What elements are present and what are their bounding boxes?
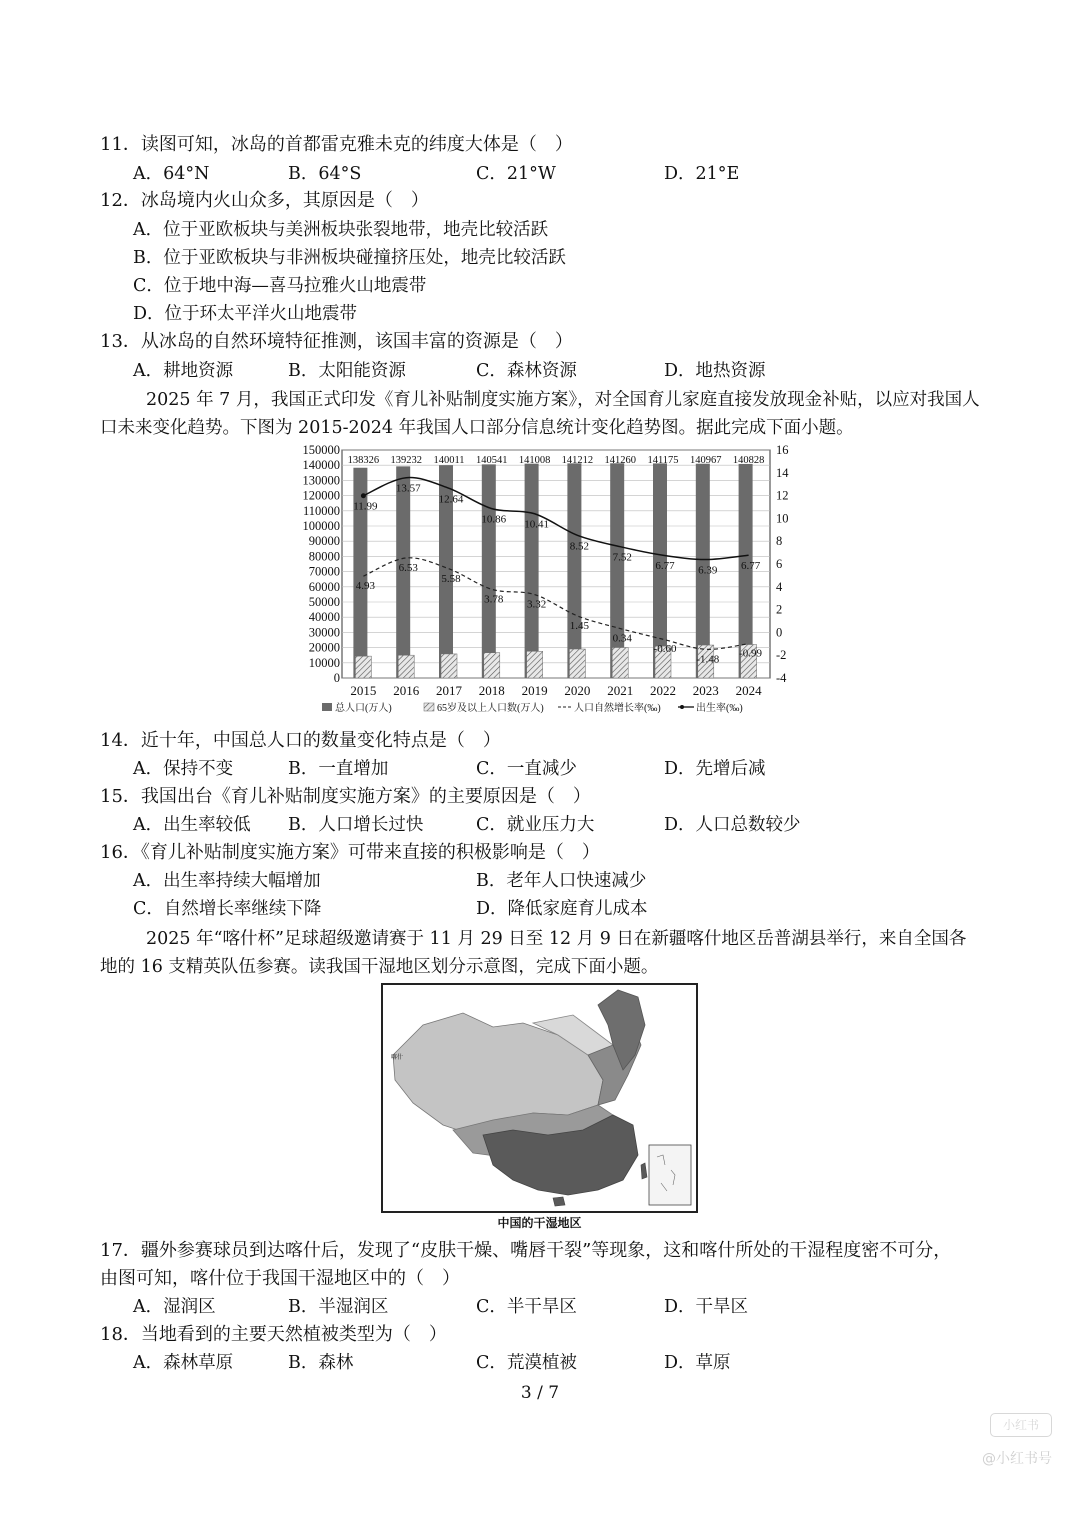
chart-line-birth-rate	[363, 478, 748, 560]
chart-right-tick-label: -2	[776, 648, 787, 663]
chart-birth-rate-label: 7.52	[612, 551, 632, 564]
q16-option-c: C．自然增长率继续下降	[133, 899, 322, 919]
passage-1	[100, 386, 982, 442]
q12-option-a: A．位于亚欧板块与美洲板块张裂地带，地壳比较活跃	[133, 220, 549, 240]
q16-option-a: A．出生率持续大幅增加	[133, 871, 321, 891]
map-label-kashi: 喀什	[391, 1054, 404, 1061]
q13-stem: 13．从冰岛的自然环境特征推测，该国丰富的资源是（ ）	[100, 331, 573, 352]
chart-left-tick-label: 90000	[308, 534, 340, 549]
chart-birth-rate-label: 10.41	[524, 518, 549, 531]
q11-option-c: C．21°W	[476, 164, 556, 184]
chart-legend-swatch-total	[322, 703, 332, 711]
population-chart	[300, 443, 789, 723]
q13-option-c: C．森林资源	[476, 361, 577, 381]
q17-stem-line2: 由图可知，喀什位于我国干湿地区中的（ ）	[100, 1268, 460, 1289]
q11-option-a: A．64°N	[133, 164, 210, 184]
watermark-logo: 小红书	[990, 1413, 1052, 1437]
chart-bar-elderly-population	[398, 655, 414, 678]
china-map-svg	[383, 985, 696, 1211]
q18-option-b: B．森林	[288, 1353, 354, 1373]
china-dry-wet-map	[381, 983, 698, 1213]
chart-birth-rate-label: 6.39	[698, 564, 718, 577]
chart-x-tick-label: 2017	[436, 683, 462, 698]
chart-x-tick-label: 2022	[650, 683, 676, 698]
chart-left-tick-label: 70000	[308, 564, 340, 579]
q17-option-d: D．干旱区	[664, 1297, 749, 1317]
chart-growth-rate-label: 6.53	[398, 561, 418, 574]
q14-option-d: D．先增后减	[664, 759, 766, 779]
q18-option-d: D．草原	[664, 1353, 731, 1373]
chart-x-tick-label: 2016	[393, 683, 420, 698]
chart-bar-total-population	[525, 464, 539, 678]
chart-bar-elderly-population	[484, 653, 500, 678]
chart-birth-rate-label: 8.52	[569, 540, 590, 553]
chart-left-tick-label: 80000	[308, 549, 340, 564]
chart-x-tick-label: 2023	[692, 683, 719, 698]
chart-legend-elderly: 65岁及以上人口数(万人)	[437, 703, 544, 714]
q12-stem: 12．冰岛境内火山众多，其原因是（ ）	[100, 190, 429, 211]
q12-option-b: B．位于亚欧板块与非洲板块碰撞挤压处，地壳比较活跃	[133, 248, 566, 268]
chart-legend-growth: 人口自然增长率(‰)	[574, 703, 661, 714]
chart-total-population-label: 141212	[561, 455, 594, 466]
chart-growth-rate-label: 3.78	[484, 593, 504, 606]
chart-left-tick-label: 140000	[302, 458, 340, 473]
chart-total-population-label: 140011	[433, 455, 465, 466]
chart-growth-rate-label: -0.60	[653, 643, 677, 656]
q17-option-b: B．半湿润区	[288, 1297, 389, 1317]
chart-growth-rate-label: 1.45	[569, 619, 590, 632]
map-taiwan	[641, 1163, 647, 1179]
chart-x-tick-label: 2020	[564, 683, 591, 698]
chart-birth-rate-label: 11.99	[353, 500, 378, 513]
chart-bar-elderly-population	[355, 656, 371, 678]
chart-growth-rate-label: 4.93	[355, 580, 376, 593]
chart-bar-total-population	[567, 463, 581, 678]
q13-option-b: B．太阳能资源	[288, 361, 406, 381]
watermark-text: @小红书号	[982, 1451, 1052, 1467]
chart-bar-total-population	[353, 468, 367, 678]
chart-bar-total-population	[610, 463, 624, 678]
passage-2	[100, 925, 982, 981]
chart-right-tick-label: 4	[776, 579, 783, 594]
chart-total-population-label: 140828	[732, 455, 765, 466]
q14-stem: 14．近十年，中国总人口的数量变化特点是（ ）	[100, 730, 501, 751]
q16-stem: 16．《育儿补贴制度实施方案》可带来直接的积极影响是（ ）	[100, 842, 600, 863]
chart-left-tick-label: 110000	[302, 503, 340, 518]
chart-left-tick-label: 150000	[302, 443, 340, 457]
q11-option-d: D．21°E	[664, 164, 740, 184]
q15-option-b: B．人口增长过快	[288, 815, 424, 835]
q12-option-d: D．位于环太平洋火山地震带	[133, 304, 358, 324]
q15-option-c: C．就业压力大	[476, 815, 595, 835]
chart-x-tick-label: 2015	[350, 683, 377, 698]
q15-option-a: A．出生率较低	[133, 815, 251, 835]
passage-2-text: 2025 年“喀什杯”足球超级邀请赛于 11 月 29 日至 12 月 9 日在新疆喀什地区岳普湖县举行，来自全国各地的 16 支精英队伍参赛。读我国干湿地区划分示意图，完成下面小题。	[100, 929, 967, 977]
chart-legend-birth-marker	[680, 705, 684, 709]
population-chart-svg	[300, 443, 789, 723]
chart-legend-swatch-elderly	[424, 703, 434, 711]
q16-option-b: B．老年人口快速减少	[476, 871, 647, 891]
chart-right-tick-label: 16	[776, 443, 789, 457]
chart-bar-total-population	[482, 464, 496, 678]
chart-right-tick-label: 14	[776, 465, 789, 480]
chart-total-population-label: 141260	[604, 455, 636, 466]
chart-legend-total: 总人口(万人)	[335, 703, 392, 714]
chart-total-population-label: 141008	[518, 455, 551, 466]
q13-option-d: D．地热资源	[664, 361, 766, 381]
chart-left-tick-label: 60000	[308, 579, 340, 594]
chart-bar-elderly-population	[569, 649, 585, 678]
page-number: 3 / 7	[520, 1383, 560, 1403]
chart-left-tick-label: 10000	[308, 655, 340, 670]
q14-option-b: B．一直增加	[288, 759, 389, 779]
q13-option-a: A．耕地资源	[133, 361, 234, 381]
chart-bar-elderly-population	[612, 648, 628, 678]
q11-option-b: B．64°S	[288, 164, 362, 184]
chart-left-tick-label: 50000	[308, 595, 340, 609]
chart-birth-rate-marker	[361, 493, 366, 498]
chart-growth-rate-label: -1.48	[696, 653, 720, 666]
map-inset-south-china-sea	[649, 1145, 691, 1205]
chart-growth-rate-label: -0.99	[739, 647, 763, 660]
q14-option-c: C．一直减少	[476, 759, 577, 779]
chart-right-tick-label: 10	[776, 511, 789, 526]
passage-1-text: 2025 年 7 月，我国正式印发《育儿补贴制度实施方案》，对全国育儿家庭直接发放现金补贴，以应对我国人口未来变化趋势。下图为 2015-2024 年我国人口部分信息统计变化趋势图。据此完成下面小题。	[100, 390, 980, 438]
chart-total-population-label: 139232	[390, 455, 422, 466]
chart-right-tick-label: -4	[776, 671, 787, 685]
chart-growth-rate-label: 5.58	[441, 572, 461, 585]
chart-left-tick-label: 0	[333, 671, 340, 685]
chart-legend-birth: 出生率(‰)	[696, 703, 743, 714]
chart-x-tick-label: 2019	[521, 683, 548, 698]
chart-right-tick-label: 2	[776, 602, 783, 617]
map-caption: 中国的干湿地区	[497, 1216, 582, 1230]
chart-left-tick-label: 30000	[308, 625, 340, 640]
chart-right-tick-label: 0	[776, 625, 783, 640]
q18-option-c: C．荒漠植被	[476, 1353, 577, 1373]
q17-stem-line1: 17．疆外参赛球员到达喀什后，发现了“皮肤干燥、嘴唇干裂”等现象，这和喀什所处的干湿程度密不可分，	[100, 1240, 952, 1261]
chart-total-population-label: 141175	[647, 455, 679, 466]
chart-left-tick-label: 130000	[302, 473, 340, 488]
chart-growth-rate-label: 3.32	[526, 598, 547, 611]
chart-bar-elderly-population	[527, 651, 543, 678]
chart-left-tick-label: 40000	[308, 610, 340, 625]
map-hainan	[553, 1197, 565, 1206]
chart-right-tick-label: 12	[776, 488, 789, 503]
chart-x-tick-label: 2024	[735, 683, 762, 698]
chart-left-tick-label: 120000	[302, 488, 340, 503]
chart-birth-rate-label: 10.86	[481, 513, 507, 526]
q18-option-a: A．森林草原	[133, 1353, 234, 1373]
chart-total-population-label: 140541	[476, 455, 508, 466]
q11-stem: 11．读图可知，冰岛的首都雷克雅未克的纬度大体是（ ）	[100, 134, 573, 155]
chart-total-population-label: 138326	[347, 455, 380, 466]
chart-total-population-label: 140967	[690, 455, 722, 466]
chart-birth-rate-label: 6.77	[655, 560, 675, 573]
chart-x-tick-label: 2018	[478, 683, 505, 698]
chart-right-tick-label: 6	[776, 557, 783, 571]
chart-bar-elderly-population	[441, 654, 457, 678]
q16-option-d: D．降低家庭育儿成本	[476, 899, 648, 919]
q17-option-c: C．半干旱区	[476, 1297, 577, 1317]
q15-stem: 15．我国出台《育儿补贴制度实施方案》的主要原因是（ ）	[100, 786, 591, 807]
chart-birth-rate-label: 13.57	[395, 482, 421, 495]
chart-x-tick-label: 2021	[607, 683, 634, 698]
chart-right-tick-label: 8	[776, 534, 783, 549]
chart-left-tick-label: 20000	[308, 640, 340, 655]
q18-stem: 18．当地看到的主要天然植被类型为（ ）	[100, 1324, 447, 1345]
chart-birth-rate-label: 6.77	[740, 560, 761, 573]
q14-option-a: A．保持不变	[133, 759, 234, 779]
chart-left-tick-label: 100000	[302, 519, 340, 533]
chart-birth-rate-label: 12.64	[438, 493, 464, 506]
q17-option-a: A．湿润区	[133, 1297, 216, 1317]
chart-growth-rate-label: 0.34	[612, 632, 632, 645]
q15-option-d: D．人口总数较少	[664, 815, 801, 835]
q12-option-c: C．位于地中海—喜马拉雅火山地震带	[133, 276, 427, 296]
